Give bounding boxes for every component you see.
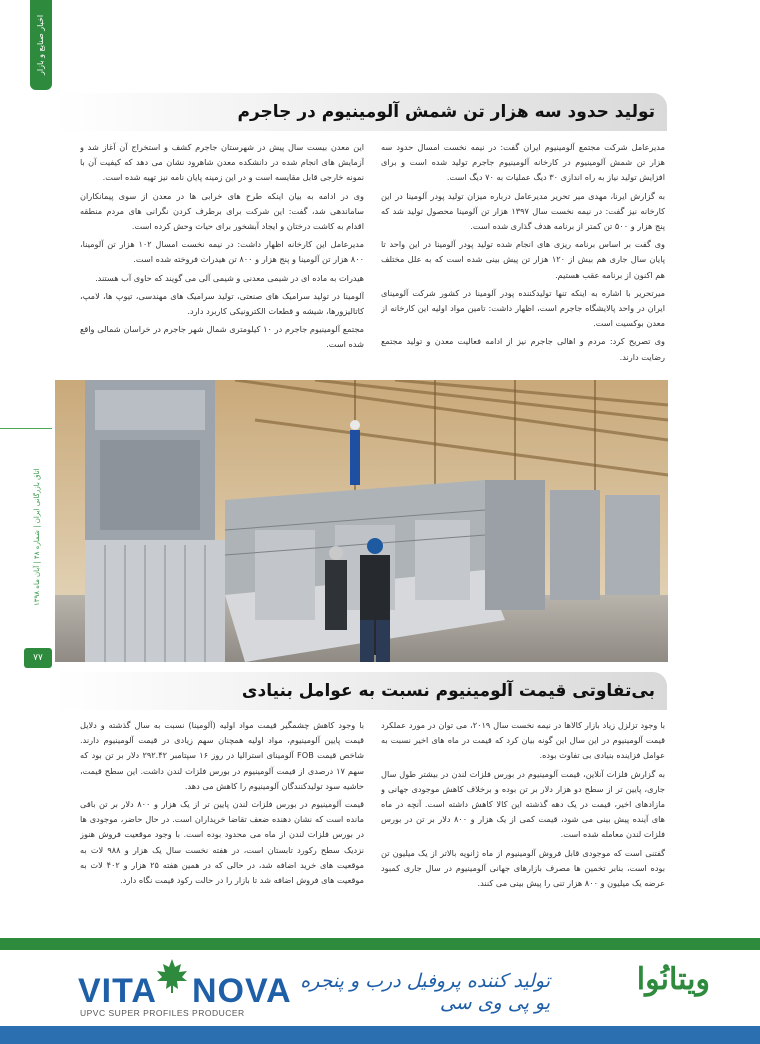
paragraph: آلومینا در تولید سرامیک های صنعتی، تولید سرامیک های مهندسی، تیوپ ها، لامپ، کاتالیزورها، شیشه و قطعات الکترونیکی کاربرد دارد. [80,290,364,317]
paragraph: وی در ادامه به بیان اینکه طرح های خرابی ها در معدن از سوی پیمانکاران ساماندهی شد، گفت: این شرکت برای برطرف کردن نگرانی های مردم منطقه اقدام به کاشت درختان و ایجاد آبشخور برای حیات وحش کرده است. [80,190,364,232]
paragraph: وی گفت بر اساس برنامه ریزی های انجام شده تولید پودر آلومینا در این واحد تا پایان سال جاری هم بیش از ۱۲۰ هزار تن پیش بینی شده است که به علل مختلف هم اکنون از برنامه عقب هستیم. [381,239,665,280]
footer-band-blue [0,1026,760,1044]
footer-band-green [0,938,760,950]
factory-photo [55,380,668,662]
paragraph: گفتنی است که موجودی قابل فروش آلومینیوم از ماه ژانویه بالاتر از یک میلیون تن بوده است، بنابر تخمین ها مصرف بازارهای جهانی آلومینیوم در سال جاری کمبود عرضه یک میلیون و ۸۰۰ هزار تنی را پیش بینی می کنند. [381,847,665,889]
paragraph: میرتحریر با اشاره به اینکه تنها تولیدکننده پودر آلومینا در کشور شرکت آلومینای ایران در واحد پالایشگاه جاجرم است، اظهار داشت: تامین مواد اولیه این کارخانه از معدن بوکسیت است. [381,287,665,329]
article2-col-right [381,718,665,890]
paragraph: قیمت آلومینیوم در بورس فلزات لندن پایین تر از یک هزار و ۸۰۰ دلار بر تن باقی مانده است که نشان دهنده ضعف تقاضا خریداران است. در حال حاضر، موجودی ها در بورس فلزات لندن از ماه می محدود بوده است. با وجود موقعیت فروش هنوز نزدیک سطح رکورد تابستان است، در هفته نخست سال یک هزار و ۹۸۸ لات به موقعیت های خرید اضافه شد، در حالی که در همین هفته ۲۵ هزار و ۴۰۲ لات به موقعیت های فروش اضافه شد تا بازار را در حالت رکود قیمت نگاه دارد. [80,799,364,886]
article1-body [80,140,665,362]
section-tab-label: اخبار صنایع و بازار [36,14,45,76]
page-number: ۷۷ [24,648,52,668]
maple-leaf-icon [154,958,190,994]
brand-name-fa: ویتانُوا [636,962,710,997]
paragraph: به گزارش ایرنا، مهدی میر تحریر مدیرعامل درباره میزان تولید پودر آلومینا در این کارخانه نیز گفت: در نیمه نخست سال ۱۳۹۷ هزار تن آلومینا محصول تولید شد که پنج هزار و ۵۰۰ تن کمتر از برنامه هدف گذاری شده است. [381,190,665,232]
article1-col-right [381,140,665,362]
paragraph: وی تصریح کرد: مردم و اهالی جاجرم نیز از ادامه فعالیت معدن و تولید مجتمع رضایت دارند. [381,336,665,362]
paragraph: با وجود کاهش چشمگیر قیمت مواد اولیه (آلومینا) نسبت به سال گذشته و دلایل قیمت پایین آلومینیوم، مواد اولیه همچنان سهم زیادی در قیمت آلومینیوم دارند. شاخص قیمت FOB آلومینای استرالیا در روز ۱۶ سپتامبر ۲۹۲.۴۲ دلار بر تن بود که سهم ۱۷ درصدی از قیمت آلومینیوم در بورس فلزات لندن داشت. این سطح قیمت، حاشیه سود تولیدکنندگان آلومینیوم را کاهش می دهد. [80,720,364,791]
brand-word-nova: NOVA [192,972,292,1010]
article1-title: تولید حدود سه هزار تن شمش آلومینیوم در جاجرم [55,93,667,131]
article2-title: بی‌تفاوتی قیمت آلومینیوم نسبت به عوامل بنیادی [55,672,667,710]
paragraph: با وجود تزلزل زیاد بازار کالاها در نیمه نخست سال ۲۰۱۹، می توان در مورد عملکرد قیمت آلومینیوم در این سال این گونه بیان کرد که قیمت در ماه های اخیر نسبت به عوامل فزاینده بنیادی بی تفاوت بوده. [381,720,665,761]
article2-body [80,718,665,890]
brand-word-vita: VITA [78,972,157,1010]
paragraph: به گزارش فلزات آنلاین، قیمت آلومینیوم در بورس فلزات لندن در بیشتر طول سال جاری، پایین تر از سطح دو هزار دلار بر تن بوده و برخلاف کاهش موجودی جهانی و مازادهای اخیر، قیمت در یک دهه گذشته این کالا کاهش داشته است. آنچه در ماه های آینده پیش بینی می شود، قیمت کمی از یک هزار و ۸۰۰ دلار بر تن در بورس فلزات لندن معامله شده است. [381,768,665,840]
paragraph: مدیرعامل این کارخانه اظهار داشت: در نیمه نخست امسال ۱۰۲ هزار تن آلومینا، ۸۰۰ هزار تن آلومینا و پنج هزار و ۸۰۰ تن هیدرات فروخته شده است. [80,239,364,265]
brand-subtitle: UPVC SUPER PROFILES PRODUCER [80,1008,245,1018]
brand-tagline: تولید کننده پروفیل درب و پنجره یو پی وی سی [300,970,550,1014]
paragraph: این معدن بیست سال پیش در شهرستان جاجرم کشف و استخراج آن آغاز شد و آزمایش های انجام شده در دانشکده معدن شاهرود نشان می دهد که کیفیت آن با نمونه خارجی قابل مقایسه است و در این زمینه پایان نامه نیز تهیه شده است. [80,142,364,183]
paragraph: مدیرعامل شرکت مجتمع آلومینیوم ایران گفت: در نیمه نخست امسال حدود سه هزار تن شمش آلومینیوم در کارخانه آلومینیوم جاجرم تولید شده است و برای افزایش تولید نیاز به راه اندازی ۳۰ دیگ عملیات به ۷۰ دیگ است. [381,142,665,183]
side-divider [0,428,52,429]
section-tab [30,0,52,90]
article1-col-left [80,140,364,362]
vitanova-logo [78,958,292,1018]
issue-info: اتاق بازرگانی ایران | شماره ۴۸ | آبان ماه ۱۳۹۸ [33,468,41,606]
article2-col-left [80,718,364,890]
paragraph: مجتمع آلومینیوم جاجرم در ۱۰ کیلومتری شمال شهر جاجرم در خراسان شمالی واقع شده است. [80,324,364,350]
paragraph: هیدرات به ماده ای در شیمی معدنی و شیمی آلی می گویند که حاوی آب هستند. [95,272,364,283]
